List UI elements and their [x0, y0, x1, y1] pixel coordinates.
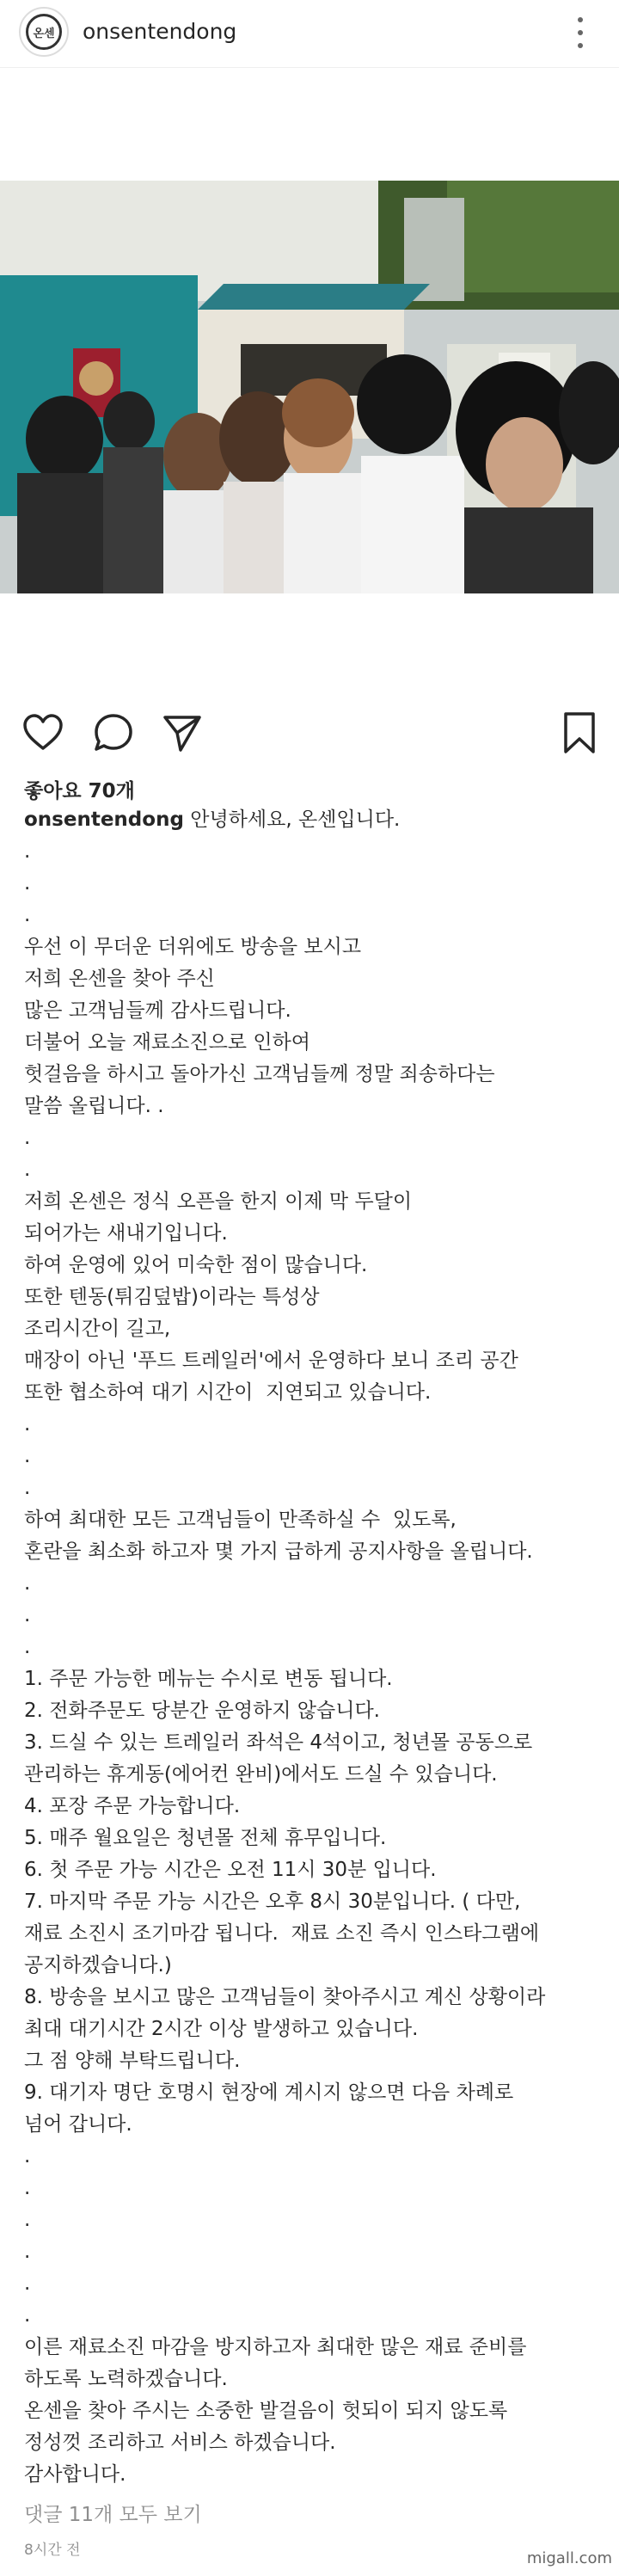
heart-icon[interactable]	[21, 710, 65, 755]
view-comments-link[interactable]: 댓글 11개 모두 보기	[24, 2504, 202, 2526]
bookmark-icon[interactable]	[557, 710, 602, 755]
likes-count[interactable]: 좋아요 70개	[24, 780, 135, 802]
share-icon[interactable]	[160, 710, 205, 755]
watermark: migall.com	[526, 2549, 612, 2567]
more-icon[interactable]	[576, 17, 585, 48]
caption-author[interactable]: onsentendong	[24, 808, 184, 831]
post-actions	[0, 705, 619, 757]
avatar[interactable]	[19, 7, 69, 57]
username[interactable]: onsentendong	[83, 19, 237, 44]
post-caption	[24, 804, 609, 2491]
caption-text: 안녕하세요, 온센입니다. . . . 우선 이 무더운 더위에도 방송을 보시고 저희 온센을 찾아 주신 많은 고객님들께 감사드립니다. 더불어 오늘 재료소진으로 인하여 헛걸음을 하시고 돌아가신 고객님들께 정말 죄송하다는 말씀 올립니다. . . . 저희 온센은 정식 오픈을 한지 이제 막 두달이 되어가는 새내기입니다. 하여 운영에 있어 미숙한 점이 많습니다. 또한 텐동(튀김덮밥)이라는 특성상 조리시간이 길고, 매장이 아닌 '푸드 트레일러'에서 운영하다 보니 조리 공간 또한 협소하여 대기 시간이 지연되고 있습니다. . . . 하여 최대한 모든 고객님들이 만족하실 수 있도록, 혼란을 최소화 하고자 몇 가지 급하게 공지사항을 올립니다. . . . 1. 주문 가능한 메뉴는 수시로 변동 됩니다. 2. 전화주문도 당분간 운영하지 않습니다. 3. 드실 수 있는 트레일러 좌석은 4석이고, 청년몰 공동으로 관리하는 휴게동(에어컨 완비)에서도 드실 수 있습니다. 4. 포장 주문 가능합니다. 5. 매주 월요일은 청년몰 전체 휴무입니다. 6. 첫 주문 가능 시간은 오전 11시 30분 입니다. 7. 마지막 주문 가능 시간은 오후 8시 30분입니다. ( 다만, 재료 소진시 조기마감 됩니다. 재료 소진 즉시 인스타그램에 공지하겠습니다.) 8. 방송을 보시고 많은 고객님들이 찾아주시고 계신 상황이라 최대 대기시간 2시간 이상 발생하고 있습니다. 그 점 양해 부탁드립니다. 9. 대기자 명단 호명시 현장에 계시지 않으면 다음 차례로 넘어 갑니다. . . . . . . 이른 재료소진 마감을 방지하고자 최대한 많은 재료 준비를 하도록 노력하겠습니다. 온센을 찾아 주시는 소중한 발걸음이 헛되이 되지 않도록 정성껏 조리하고 서비스 하겠습니다. 감사합니다.	[24, 808, 546, 2486]
avatar-logo: 온센	[26, 14, 62, 50]
post-photo[interactable]	[0, 181, 619, 593]
post-header	[0, 0, 619, 68]
post-timestamp: 8시간 전	[24, 2542, 81, 2559]
comment-icon[interactable]	[91, 710, 136, 755]
food-truck-crowd-image	[0, 181, 619, 593]
